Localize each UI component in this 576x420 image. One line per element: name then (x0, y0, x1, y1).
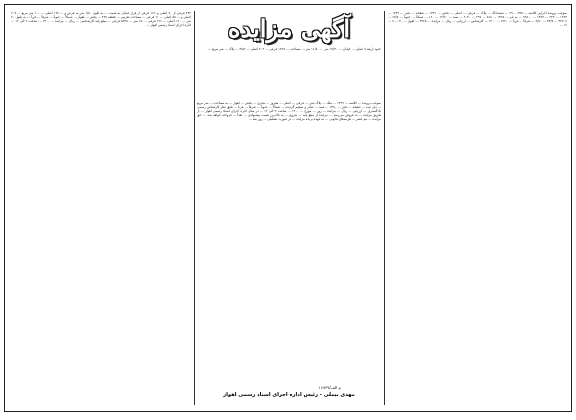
notice-page (4, 4, 572, 412)
right-column-text: بموجب پرونده اجرایی کلاسه ... ۹۹۰۰۰۳۳۸ ... ششدانگ ... پلاک ... فرعی ... اصلی ... بخش ... ۱۳۴۱ ... صفحه ... دفتر ... ۱۷۴۹ ... ۱۶۴۴ ... ۲۴۲ ... ۱۴۲۷ ... ۹۹۸۰۰ ... به نام ... ۱۳۶۵ ... ۵۱۸ ... ۲۹۷ ... ۲۰۴۰ ... سند ... ۱۲/۲۰ ... ۱۶۰ ... شمالاً ... جنوباً ... ۶۷/۷ ... ۳۲۷۰۶ ... ۳۴/۷ ... ۴/۸۰ ... شرقاً ... غرباً ... ۶۹۲۰ ... ۱۴۰۰ ... کارشناس ... ارزیابی ... ریال ... مزایده ... ۳۹۲۵ ... اهواز ... ۴۰ ... ۸ ... ۱۶ ... (388, 11, 567, 28)
reference-number: م الف/۱۶۸۳۷ (318, 385, 341, 390)
column-divider-right (384, 11, 385, 405)
middle-top-text: حدود اربعه ۸ اصلی ... خیابان ... ۱۷/۳۰ متر ... ۱۱/۸۰ متر ... مساحت ... ۱۶۲۷ فرعی ... ۴۰۲ اصلی ... ۳/۵۶ ... پلاک ... متر مربع ... (208, 47, 381, 51)
notice-title (199, 13, 379, 43)
middle-top-block (197, 47, 381, 99)
column-divider-left (194, 11, 195, 405)
middle-body-text: بموجب پرونده ... کلاسه ... ۱۳۹۹ ... ملک ... پلاک ثبتی ... فرعی ... اصلی ... مفروز ... مجزی ... بخش ... اهواز ... به مساحت ... متر مربع ... ذیل ثبت ... صفحه ... دفتر ... ۱۳۸۰ ... سند ... صادر و تسلیم گردیده ... شمالاً ... جنوباً ... شرقاً ... غرباً ... طبق نظر کارشناس رسمی دادگستری ... ارزیابی ... ریال ... مزایده ... روز ... مورخ ... ۱۴۰۰ ... ساعت ۹ الی ۱۲ ... در محل اداره اجرای اسناد رسمی اهواز ... از طریق مزایده ... به فروش می‌رسد ... مزایده از مبلغ پایه ... شروع ... به بالاترین قیمت پیشنهادی ... نقداً ... فروخته خواهد شد ... حق مزایده ... نیم عشر ... هزینه‌های قانونی ... به عهده برنده مزایده ... در صورت تعطیلی ... روز بعد ... (197, 101, 381, 122)
signatory-name: مهدی بیملی - رئیس اداره اجرای اسناد رسمی اهواز (223, 392, 355, 398)
title-text: آگهی مزایده (227, 13, 351, 43)
right-column (388, 11, 567, 405)
left-column (11, 11, 191, 405)
middle-body-block (197, 101, 381, 337)
left-column-text: ۳۶۴ فرعی از ۷۰ اصلی و۱۶۶۰ فرعی از قرار خیابان به سمت ... به طول ۱/۸۰ متر به عرض و ... ۱۶۸ اصلی ... ۱۰۰ متر مربع ... ۲۰۷ اصلی و ... ۵۸ اصلی ... ۱۱ فرعی ... مساحت تقریبی ... قطعه ۴۶۷ ... بخش ... اهواز ... شمالاً ... جنوباً ... شرقاً ... غرباً ... به طول ۲۰ متر ... ۱۶۰ اصلی ... ۲۱۶ فرعی ... ۱۵ متر ... ۸۳۴۸ فرعی ... مبلغ پایه کارشناسی ... ریال ... مزایده ... ۱۴۰۰ ... ساعت ۹ الی ۱۲ ... اداره اجرای اسناد رسمی اهواز ... (11, 11, 191, 28)
signature-block (197, 341, 381, 401)
